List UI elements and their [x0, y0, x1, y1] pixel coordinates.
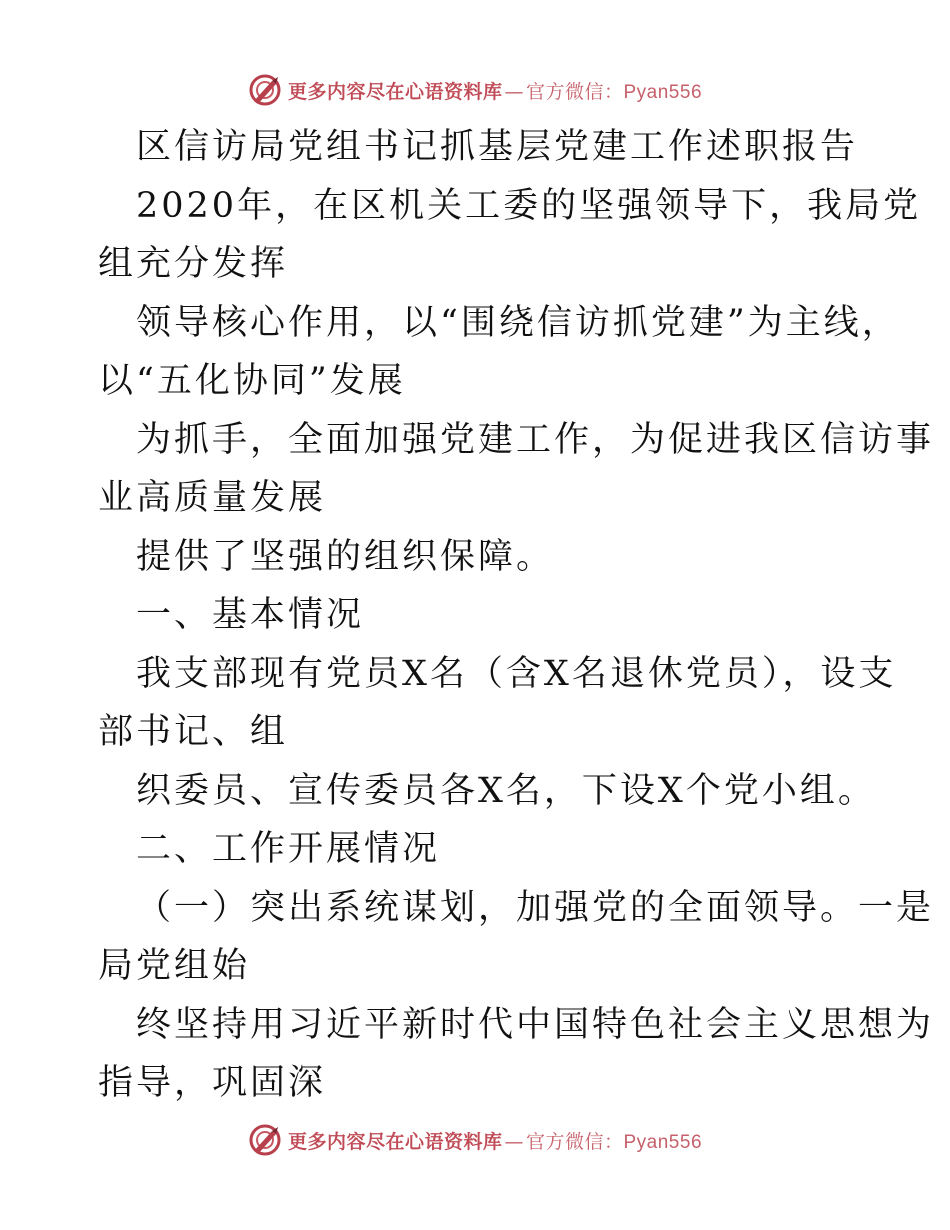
banner-text: [288, 77, 702, 104]
paragraph-line: （一）突出系统谋划，加强党的全面领导。一是: [136, 887, 935, 928]
paragraph-line: 部书记、组: [98, 712, 289, 752]
paragraph-line: 以“五化协同”发展: [98, 361, 406, 401]
banner-site-name: 更多内容尽在心语资料库: [287, 1130, 503, 1153]
paragraph-line: 2020年，在区机关工委的坚强领导下，我局党: [136, 185, 922, 226]
paragraph-line: 组充分发挥: [98, 244, 289, 284]
banner-dash: —: [504, 1130, 524, 1153]
paragraph-line: 业高质量发展: [98, 478, 327, 518]
document-body: [98, 118, 935, 1113]
paragraph-line: 我支部现有党员X名（含X名退休党员），设支: [136, 653, 897, 694]
paragraph-line: 指导，巩固深: [98, 1063, 327, 1103]
paragraph-line: 为抓手，全面加强党建工作，为促进我区信访事: [136, 419, 935, 460]
footer-banner: [0, 1120, 950, 1160]
pen-circle-logo-icon: [248, 73, 282, 107]
banner-text: [288, 1127, 702, 1154]
paragraph-line: 局党组始: [98, 946, 251, 986]
banner-dash: —: [504, 80, 524, 103]
section-heading: 一、基本情况: [136, 595, 365, 635]
banner-wechat-id: Pyan556: [623, 81, 703, 103]
banner-wechat-id: Pyan556: [623, 1131, 703, 1153]
paragraph-line: 领导核心作用，以“围绕信访抓党建”为主线，: [136, 302, 900, 343]
document-title: 区信访局党组书记抓基层党建工作述职报告: [136, 127, 859, 167]
section-heading: 二、工作开展情况: [136, 829, 441, 869]
header-banner: [0, 70, 950, 110]
banner-wechat-label: 官方微信：: [525, 1130, 624, 1153]
banner-wechat-label: 官方微信：: [525, 80, 624, 103]
banner-site-name: 更多内容尽在心语资料库: [287, 80, 503, 103]
paragraph-line: 织委员、宣传委员各X名，下设X个党小组。: [136, 770, 876, 811]
paragraph-line: 提供了坚强的组织保障。: [136, 536, 555, 577]
paragraph-line: 终坚持用习近平新时代中国特色社会主义思想为: [136, 1004, 935, 1045]
pen-circle-logo-icon: [248, 1123, 282, 1157]
